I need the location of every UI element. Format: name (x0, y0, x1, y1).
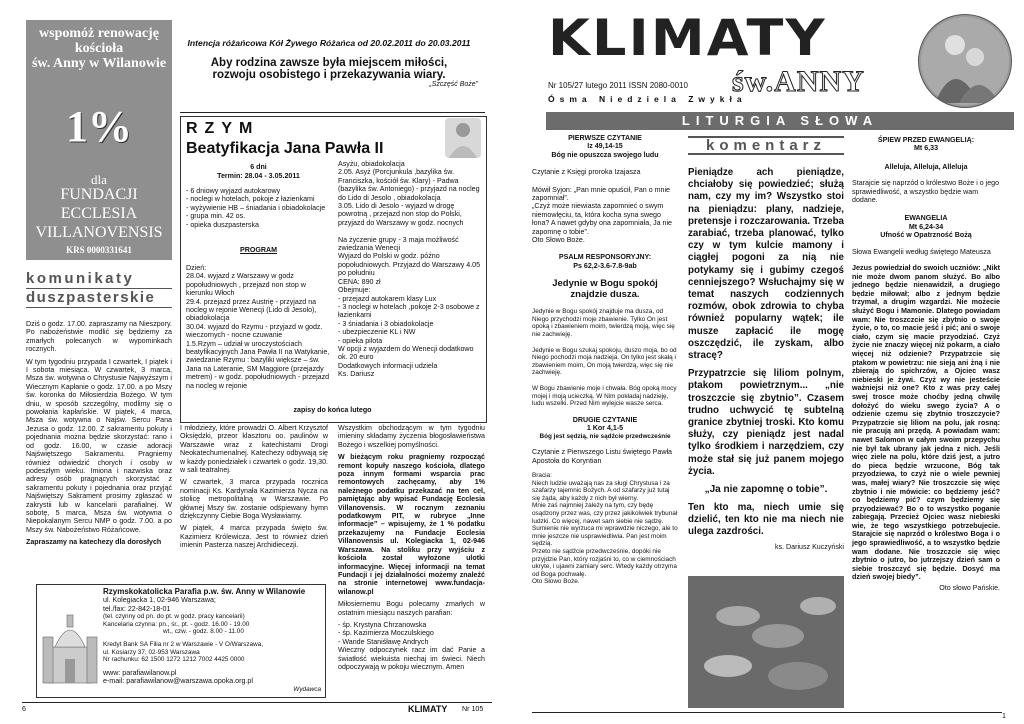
psalm-title: PSALM RESPONSORYJNY: (558, 253, 652, 262)
first-reading-title: PIERWSZE CZYTANIE (568, 134, 642, 142)
bank-line-1: Kredyt Bank SA Filia nr 2 w Warszawie - V O/Warszawa, (103, 641, 264, 648)
parish-name: Rzymskokatolicka Parafia p.w. św. Anny w Wilanowie (103, 587, 306, 596)
acclamation-title: ŚPIEW PRZED EWANGELIĄ: (877, 136, 975, 144)
deceased-1: - śp. Krystyna Chrzanowska (338, 620, 427, 629)
bank-account: Nr rachunku: 62 1500 1272 1212 7002 4425 0000 (103, 656, 245, 664)
second-reading-ref: 1 Kor 4,1-5 (586, 424, 624, 433)
church-drawing-icon (41, 597, 99, 687)
gospel-ref: Mt 6,24-34 (908, 222, 944, 231)
psalm-stanza-3: W Bogu zbawienie moje i chwała. Bóg opoką mocy mojej i moją ucieczką. W Nim pokładaj nadzieję, ludu wszelki. Przed Nim wylejcie wasze serca. (532, 385, 677, 408)
parish-email: e-mail: parafiawilanow@warszawa.opoka.org.pl (103, 677, 253, 686)
right-p3: Miłosiernemu Bogu polecamy zmarłych w ostatnim miesiącu naszych parafian: (338, 600, 485, 617)
foundation-line-2: ECCLESIA (60, 205, 138, 222)
signup-deadline: zapisy do końca lutego (293, 406, 372, 414)
footer-rule (532, 712, 1002, 713)
acclamation-verse: Starajcie się naprzód o królestwo Boże i o jego sprawiedliwość, a wszystko będzie wam dodane. (852, 179, 1000, 205)
donation-title-1: wspomóż renowację (39, 26, 159, 41)
intention-line-2: Aby rodzina zawsze była miejscem miłości, (210, 57, 448, 69)
commentary-signature: ks. Dariusz Kuczyński (775, 542, 844, 551)
deceased-3: - Wande Staniśławę Andrych (338, 637, 429, 646)
bank-line-2: ul. Kosiarzy 37, 02-953 Warszawa (103, 648, 200, 656)
page-number: 1 (1002, 712, 1006, 720)
parish-box (36, 584, 326, 698)
issue-line: Nr 105/27 lutego 2011 ISSN 2080-0010 (548, 81, 688, 90)
gospel-from: Słowa Ewangelii według świętego Mateusza (852, 247, 991, 256)
office-hours-2: wt., czw. - godz. 8.00 - 11.00 (163, 628, 244, 636)
offer-item: - opieka duszpasterska (186, 220, 259, 229)
intention-line-1: Intencja różańcowa Kół Żywego Różańca od 20.02.2011 do 20.03.2011 (187, 38, 471, 48)
right-p4: Wieczny odpoczynek racz im dać Panie a światłość wiekuista niechaj im świeci. Niech odpoczywają w pokoju wiecznym. Amen (338, 646, 485, 671)
donation-dla: dla (91, 172, 107, 187)
donation-title-2: kościoła (74, 41, 124, 56)
komunikaty-text (26, 320, 172, 551)
psalm-stanza-2: Jedynie w Bogu szukaj spokoju, duszo moja, bo od Niego pochodzi moja nadzieja. On tylko jest skałą i zbawieniem moim, On moją twierdzą, więc się nie zachwieję. (532, 346, 677, 377)
komunikaty-p3: Zapraszamy na katechezy dla dorosłych (26, 538, 162, 547)
gospel-text: Jezus powiedział do swoich uczniów: „Nikt nie może dwom panom służyć. Bo albo jednego będzie nienawidził, a drugiego będzie miłował; albo z jednym będzie trzymał, a drugim wzgardzi. Nie możecie służyć Bogu i Mamonie. Dlatego powiadam wam: Nie troszczcie się zbytnio o swoje życie, o to, co macie jeść i pić; ani o swoje ciało, czym się macie przyodziać. Czyż życie nie znaczy więcej niż pokarm, a ciało więcej niż odzienie? Przypatrzcie się ptakom w powietrzu: nie sieją ani żną i nie zbierają do spichrzów, a Ojciec wasz niebieski je żywi. Czyż wy nie jesteście ważniejsi niż one? Kto z was przy całej swej trosce może choćby jedną chwilę dołożyć do wieku swego życia? A o odzienie czemu się zbytnio troszczycie? Przypatrzcie się liliom na polu, jak rosną: nie pracują ani przędą. A powiadam wam: nawet Salomon w całym swoim przepychu nie był tak ubrany jak jedna z nich. Jeśli więc ziele na polu, które dziś jest, a jutro do pieca będzie wrzucone, Bóg tak przyodziewa, to czyż nie o wiele pewniej was, małej wiary? Nie troszczcie się więc zbytnio i nie mówicie: co będziemy jeść? co będziemy pić? czym będziemy się przyodziewać? Bo o to wszystko poganie zabiegają. Przecież Ojciec wasz niebieski wie, że tego wszystkiego potrzebujecie. Starajcie się naprzód o królestwo Boga i o jego sprawiedliwość, a to wszystko będzie wam dodane. Nie troszczcie się więc zbytnio o jutro, bo jutrzejszy dzień sam o siebie troszczyć się będzie. Dosyć ma dzień swojej biedy”. (852, 263, 1000, 582)
liturgy-banner: LITURGIA SŁOWA (546, 112, 1014, 130)
program-text: Dzień: 28.04. wyjazd z Warszawy w godz popołudniowych , przejazd non stop w kierunku Włoch 29.4. przejazd przez Austrię - przyjazd na nocleg w rejonie Wenecji (Lido di Jesolo), obiadokolacja 30.04. wyjazd do Rzymu - przyjazd w godz. wieczornych - nocne czuwanie 1.5.Rzym – udział w uroczystościach beatyfikacyjnych Jana Pawła II na Watykanie, zwiedzanie Rzymu : bazyliki większe – św. Jana na Lateranie, SM Maggiore (przejazdy metrem) - w godz. popołudniowych - przejazd na nocleg w rejonie (186, 264, 330, 390)
rome-kicker: RZYM (186, 120, 260, 137)
gospel-closing: Oto słowo Pańskie. (939, 584, 1000, 593)
second-reading-text: Bracia: Niech ludzie uważają nas za sługi Chrystusa i za szafarzy tajemnic Bożych. A od szafarzy już tutaj się żąda, aby każdy z nich był wierny. Mnie zaś najmniej zależy na tym, czy będę osądzony przez was, czy przez jakikolwiek trybunał ludzki. Co więcej, nawet sam siebie nie sądzę. Sumienie nie wyrzuca mi wprawdzie niczego, ale to mnie jeszcze nie usprawiedliwia. Pan jest moim sędzią. Przeto nie sądźcie przedwcześnie, dopóki nie przyjdzie Pan, który rozjaśni to, co w ciemnościach ukryte, i ujawni zamiary serc. Wtedy każdy otrzyma od Boga pochwałę. Oto Słowo Boże. (532, 472, 678, 586)
footer-issue: Nr 105 (462, 705, 484, 713)
gospel-title: EWANGELIA (904, 214, 948, 223)
saint-anne-medallion-icon (918, 14, 1012, 108)
commentary-title: komentarz (688, 136, 844, 155)
psalm-ref: Ps 62,2-3.6-7.8-9ab (573, 261, 637, 270)
commentary-column (688, 136, 844, 551)
right-p2: W bieżącym roku pragniemy rozpocząć remont kopuły naszego kościoła, dlatego poza innym formami wsparcia prac remontowych zachęcamy, aby 1% należnego podatku przekazać na ten cel, pamiętając aby wpisać Fundację Ecclesia Villanovensis. W rocznym zeznaniu podatkowym PIT, w rubryce „Inne informacje” – wpisujemy, że 1 % podatku przekazujemy na Fundacje Ecclesia Villanovensis ul. Kolegiacka 1, 02-946 Warszawa. Na stoliku przy wyjściu z kościoła został wyłożone ulotki informacyjne. Więcej informacji na temat Fundacji i jej działalności możemy znaleźć na stronie internetowej www.fundacja-wilanow.pl (338, 453, 485, 596)
office-hours-1: Kancelaria czynna: pn., śr., pt. - godz. 16.00 - 19.00 (103, 620, 250, 628)
right-p1: Wszystkim obchodzącym w tym tygodniu imieniny składamy życzenia błogosławieństwa Bożego i wszelkiej pomyślności. (338, 424, 485, 449)
second-reading-title: DRUGIE CZYTANIE (572, 415, 638, 424)
gospel-column (852, 136, 1000, 592)
gospel-sub: Ufność w Opatrzność Bożą (880, 231, 972, 240)
masthead-subtitle: św.ANNY (732, 65, 865, 98)
rule (180, 112, 485, 113)
rome-term: Termin: 28.04 - 3.05.2011 (217, 172, 300, 180)
psalm-stanza-1: Jedynie w Bogu spokój znajduje ma dusza, od Niego przychodzi moje zbawienie. Tylko On jest opoką i zbawieniem moim, twierdzą moją, więc się nie zachwieję. (532, 308, 675, 339)
offer-item: - grupa min. 42 os. (186, 212, 246, 221)
second-reading-from: Czytanie z Pierwszego Listu świętego Pawła Apostoła do Koryntian (532, 448, 672, 465)
commentary-text-2: Przypatrzcie się liliom polnym, ptakom powietrznym... „nie troszczcie się zbytnio”. Czasem trudno uchwycić tę subtelną granice zbytniej troski. Kto komu służy, czy pieniądz jest nadal tylko środkiem i narzędziem, czy może stał się już panem mojego życia. (688, 368, 844, 477)
donation-box (26, 20, 172, 260)
middle-p1: I młodzieży, które prowadzi O. Albert Krzysztof Oksiędzki, przeor klasztoru oo. paulinów w Warszawie wraz z katechistami Drogi Neokatechumenalnej. Katechezy odbywają się w każdy poniedziałek i czwartek o godz. 19,30. w sali teatralnej. (180, 424, 328, 475)
page-number: 6 (22, 705, 26, 713)
pope-photo (445, 118, 481, 158)
komunikaty-p2: W tym tygodniu przypada I czwartek, I piątek i I sobota miesiąca. W czwartek, 3 marca, Msza św. wotywna o Chrystusie Najwyższym i Wiecznym Kapłanie o godz. 17.00. a po Mszy św. koronka do Miłosierdzia Bożego. W tym dniu, w sposób szczególny, modlimy się o powołania kapłańskie. W piątek, 4 marca, Msza św. wotywna o Najśw. Sercu Pana Jezusa o godz. 12.00. Z sakramentu pokuty i pojednania można będzie skorzystać: rano i od godz. 16.00, w czasie adoracji Najświętszego Sakramentu. Pragniemy również odwiedzić chorych i osoby w podeszłym wieku. Imiona i nazwiska oraz adresy osób pragnących skorzystać z sakramentu pokuty i pojednania oraz przyjąć Najświętszy Sakrament prosimy zgłaszać w zakrystii lub w kancelarii parafialnej. W sobotę, 5 marca, Msza św. wotywna o Niepokalanym Sercu NMP o godz. 7.00. a po Mszy św. Nabożeństwo Różańcowe. (26, 357, 172, 534)
donation-percent: 1% (66, 102, 132, 151)
coins-photo (688, 576, 844, 708)
commentary-quote: „Ja nie zapomnę o tobie”. (704, 484, 828, 496)
commentary-text-1: Pieniądze ach pieniądze, chciałoby się powiedzieć; służą nam, czy my im? Wszystko stoi na pieniądzu: plany, nadzieje, pretensje i rozczarowania. Trzeba zarabiać, trzeba planować, tylko czy w tym kulcie mamony i ciągłej pogoni za nią nie potykamy się i gubimy czegoś cenniejszego? Wsłuchajmy się w temat naszych codziennych rozmów, obok zdrowia to chyba również popularny wątek; ile musze zapłacić ile mogę oszczędzić, ile zyskam, albo stracę? (688, 167, 844, 362)
readings-column (532, 134, 678, 586)
rome-offer-list (186, 187, 334, 229)
intention-line-3: rozwoju osobistego i przekazywania wiary. (212, 69, 446, 81)
rome-right-column: Asyżu, obiadokolacja 2.05. Asyż (Porcjunkula ,bazylika św. Franciszka, kościół św. Klary) - Padwa (bazylika św. Antoniego) - przyjazd na nocleg do Lido di Jesolo , obiadokolacja 3.05. Lido di Jesolo - wyjazd w drogę powrotną , przejazd non stop do Polski, przyjazd do Warszawy w godz. nocnych Na życzenie grupy - 3 maja możliwość zwiedzania Wenecji Wyjazd do Polski w godz. późno popołudniowych. Przyjazd do Warszawy 4.05 po południu CENA: 890 zł Obejmuje: - przejazd autokarem klasy Lux - 3 noclegi w hotelach ,pokoje 2-3 osobowe z łazienkami - 3 śniadania i 3 obiadokolacje - ubezpieczenie KL i NW - opieka pilota W opcji z wyjazdem do Wenecji dodatkowo ok. 20 euro Dodatkowych informacji udziela Ks. Dariusz (338, 160, 481, 379)
footer-rule (22, 702, 492, 703)
foundation-line-1: FUNDACJI (60, 186, 138, 203)
rome-headline: Beatyfikacja Jana Pawła II (186, 140, 384, 157)
middle-p3: W piątek, 4 marca przypada święto św. Kazimierz Królewicza. Jest to również dzień imienin Pasterza naszej Archidiecezji. (180, 524, 328, 550)
parish-phone-note: (tel. czynny od pn. do pt. w godz. pracy kancelarii) (103, 613, 245, 621)
right-page (512, 0, 1024, 724)
rome-days: 6 dni (250, 163, 267, 171)
parish-phone: tel./fax: 22-842-18-01 (103, 604, 171, 613)
alleluia: Alleluja, Alleluja, Alleluja (884, 162, 968, 171)
psalm-refrain: Jedynie w Bogu spokój znajdzie dusza. (552, 278, 658, 301)
intention-signature: „Szczęść Boże” (429, 81, 478, 88)
commentary-text-3: Ten kto ma, niech umie się dzielić, ten kto nie ma niech nie ulega zazdrości. (688, 502, 844, 538)
donation-title-3: św. Anny w Wilanowie (31, 56, 167, 71)
first-reading-ref: Iz 49,14-15 (587, 142, 623, 151)
offer-item: - 6 dniowy wyjazd autokarowy (186, 187, 281, 195)
komunikaty-title-1: komunikaty (26, 270, 135, 287)
acclamation-ref: Mt 6,33 (913, 144, 939, 153)
first-reading-text: Mówił Syjon: „Pan mnie opuścił, Pan o mnie zapomniał”. „Czyż może niewiasta zapomnieć o swym niemowlęciu, ta, która kocha syna swego łona? A nawet gdyby ona zapomniała, Ja nie zapomnę o tobie”. Oto Słowo Boże. (532, 185, 673, 245)
deceased-2: - śp. Kazimierza Moczulskiego (338, 629, 434, 638)
masthead-title: KLIMATY (548, 9, 827, 67)
komunikaty-p1: Dziś o godz. 17.00. zapraszamy na Nieszpory. Po nabożeństwie modlić się będziemy za zmarłych polecanych w wypominkach rocznych. (26, 320, 172, 354)
middle-p2: W czwartek, 3 marca przypada rocznica nominacji Ks. Kardynała Kazimierza Nycza na stolicę metropolitalną w Warszawie. Po głównej Mszy św. zostanie odśpiewany hymn dziękczynny Ciebie Boga Wysławiamy. (180, 478, 328, 521)
publisher-label: Wydawca (293, 686, 321, 694)
second-reading-sub: Bóg jest sędzią, nie sądźcie przedwcześnie (539, 432, 671, 440)
parish-www: www: parafiawilanow.pl (103, 668, 177, 677)
sunday-name: Ósma Niedziela Zwykła (548, 94, 747, 104)
offer-item: - wyżywienie HB – śniadania i obiadokolacje (186, 203, 326, 212)
komunikaty-header (26, 270, 172, 308)
foundation-line-3: VILLANOVENSIS (35, 224, 163, 241)
right-column (338, 424, 485, 675)
program-title: PROGRAM (239, 246, 278, 254)
offer-item: - noclegi w hotelach, pokoje z łazienkami (186, 195, 315, 204)
parish-address: ul. Kolegiacka 1, 02-946 Warszawa; (103, 596, 216, 605)
first-reading-sub: Bóg nie opuszcza swojego ludu (551, 150, 659, 159)
komunikaty-title-2: duszpasterskie (26, 289, 156, 306)
rosary-intention (180, 38, 478, 88)
footer-brand: KLIMATY (408, 704, 448, 714)
middle-column (180, 424, 328, 554)
first-reading-from: Czytanie z Księgi proroka Izajasza (532, 168, 641, 177)
krs-number: KRS 0000331641 (66, 245, 132, 255)
